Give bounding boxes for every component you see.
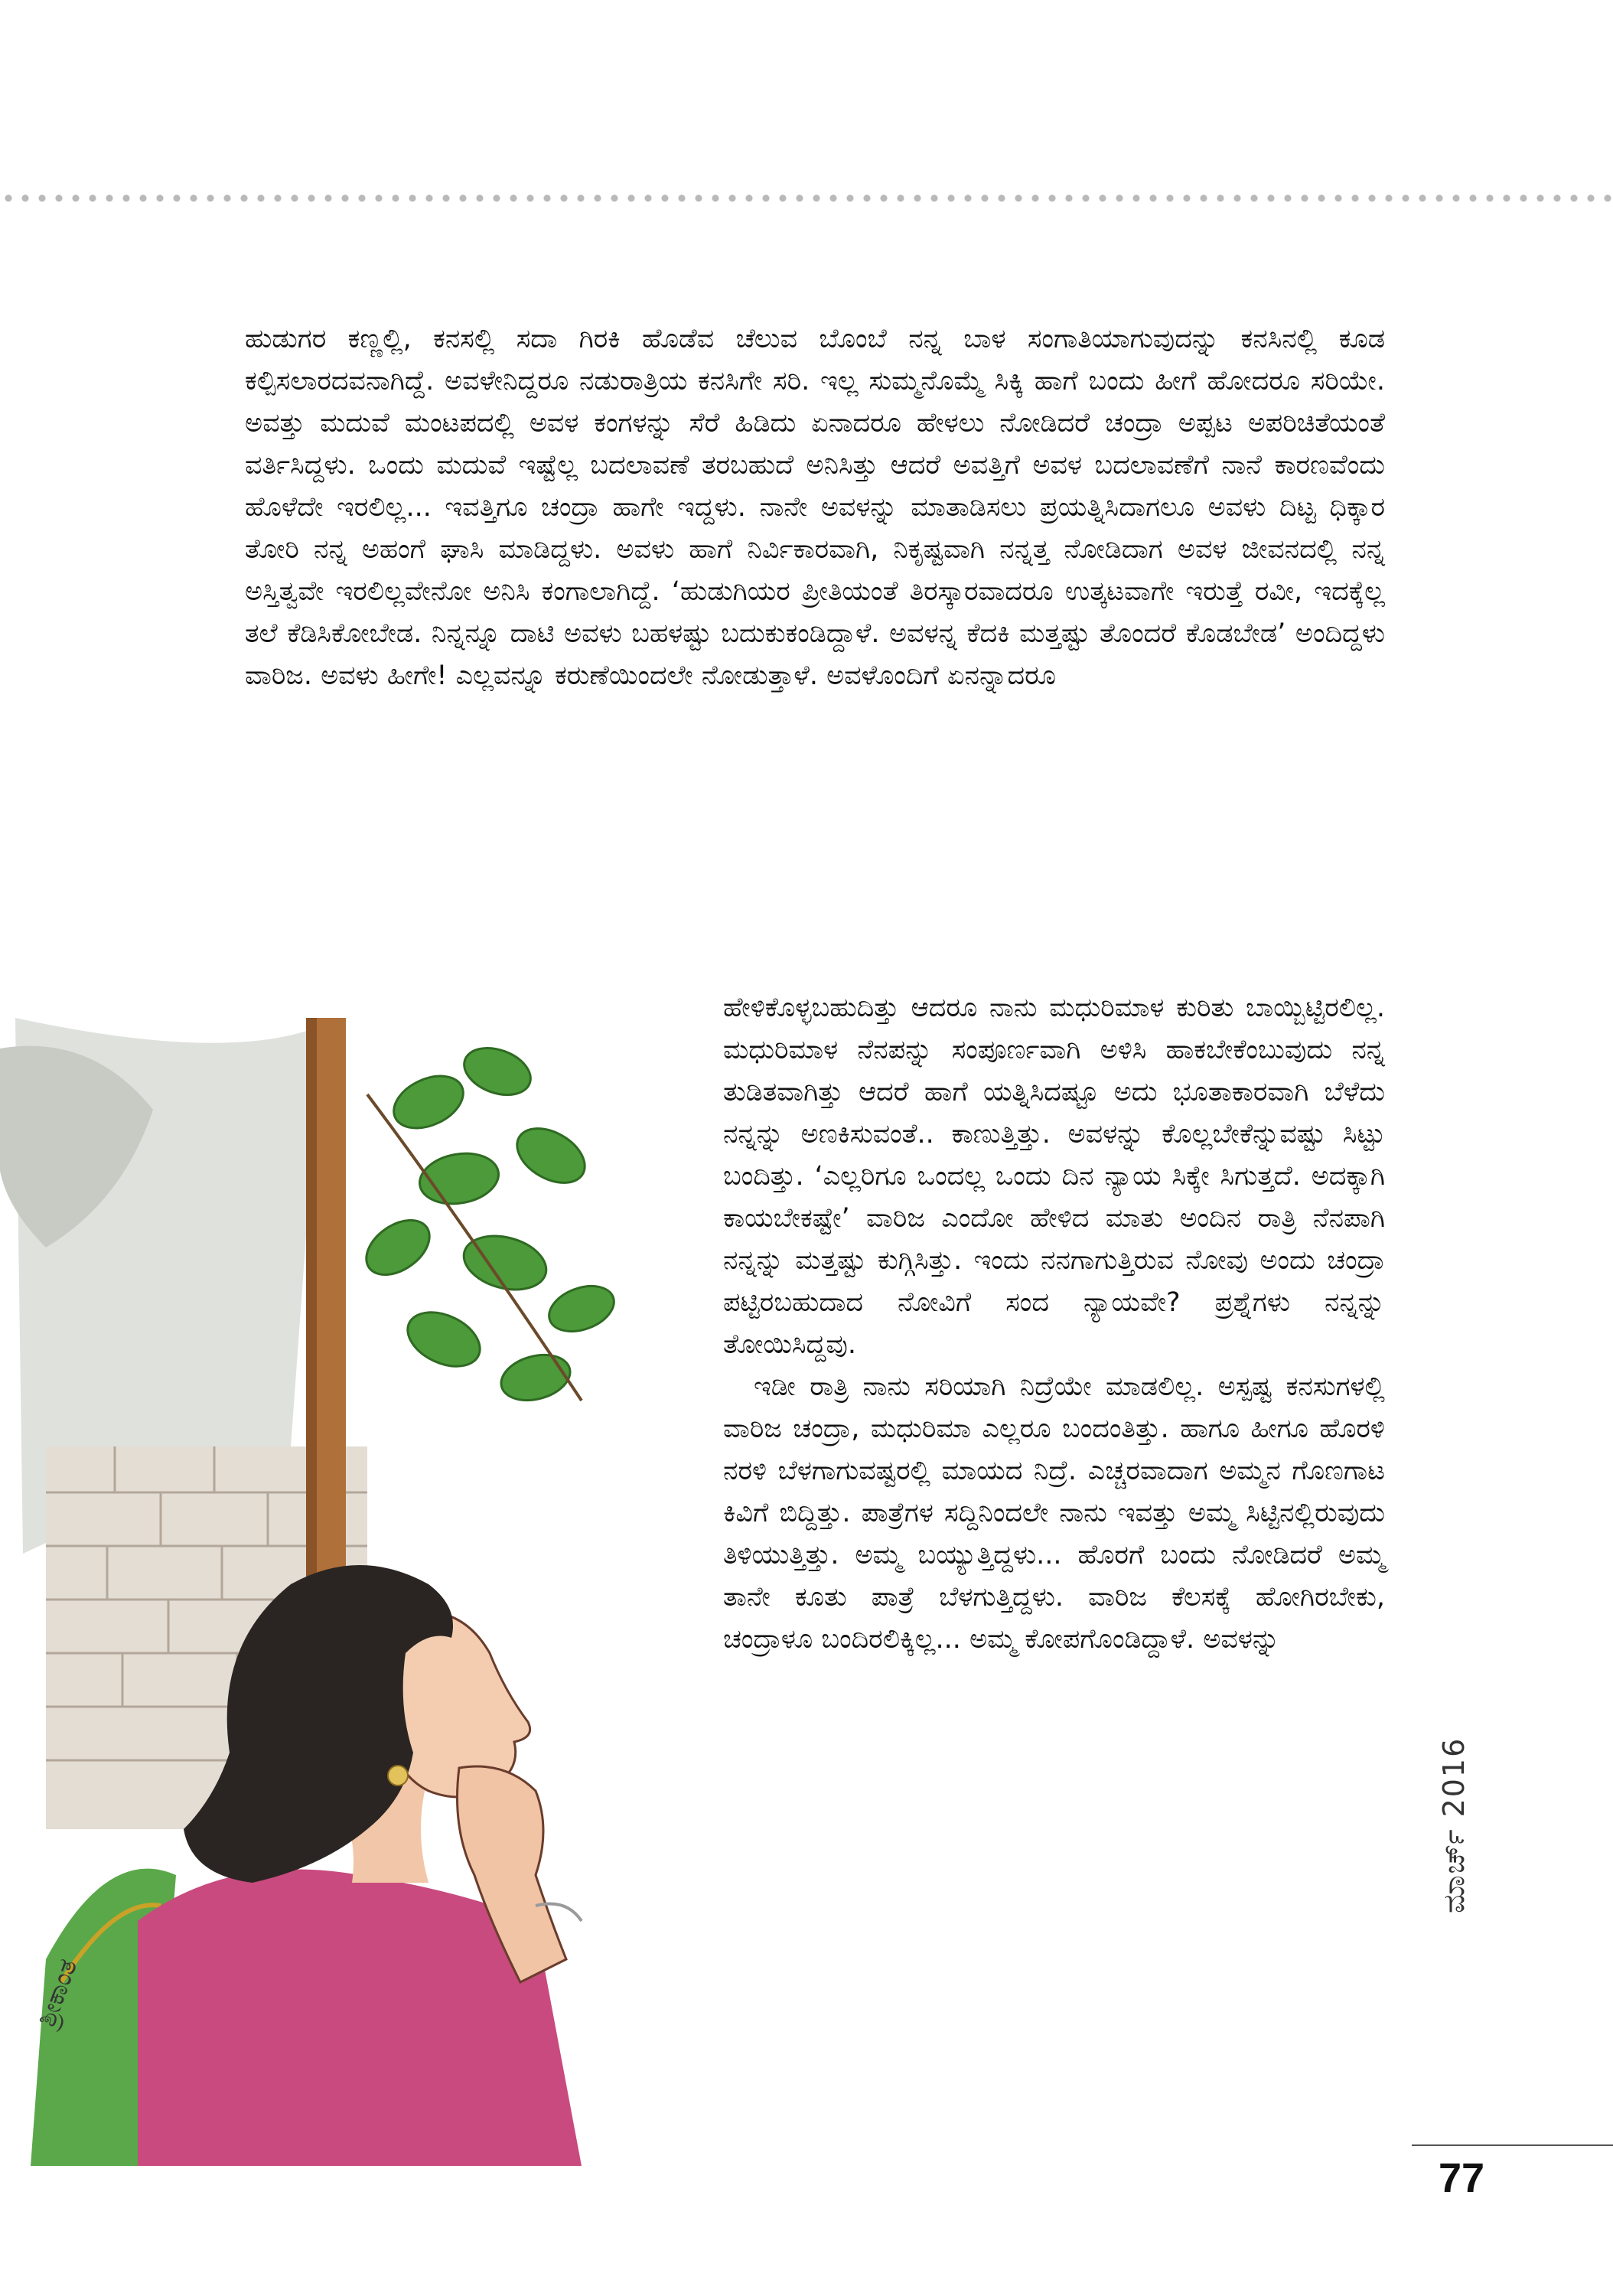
dotted-divider: [0, 193, 1613, 204]
paragraph: ಹೇಳಿಕೊಳ್ಳಬಹುದಿತ್ತು ಆದರೂ ನಾನು ಮಧುರಿಮಾಳ ಕುರಿತು ಬಾಯ್ಬಿಟ್ಟಿರಲಿಲ್ಲ. ಮಧುರಿಮಾಳ ನೆನಪನ್ನು ಸಂಪೂರ್ಣವಾಗಿ ಅಳಿಸಿ ಹಾಕಬೇಕೆಂಬುವುದು ನನ್ನ ತುಡಿತವಾಗಿತ್ತು ಆದರೆ ಹಾಗೆ ಯತ್ನಿಸಿದಷ್ಟೂ ಅದು ಭೂತಾಕಾರವಾಗಿ ಬೆಳೆದು ನನ್ನನ್ನು ಅಣಕಿಸುವಂತೆ.. ಕಾಣುತ್ತಿತ್ತು. ಅವಳನ್ನು ಕೊಲ್ಲಬೇಕೆನ್ನುವಷ್ಟು ಸಿಟ್ಟು ಬಂದಿತ್ತು. ‘ಎಲ್ಲರಿಗೂ ಒಂದಲ್ಲ ಒಂದು ದಿನ ನ್ಯಾಯ ಸಿಕ್ಕೇ ಸಿಗುತ್ತದೆ. ಅದಕ್ಕಾಗಿ ಕಾಯಬೇಕಷ್ಟೇ’ ವಾರಿಜ ಎಂದೋ ಹೇಳಿದ ಮಾತು ಅಂದಿನ ರಾತ್ರಿ ನೆನಪಾಗಿ ನನ್ನನ್ನು ಮತ್ತಷ್ಟು ಕುಗ್ಗಿಸಿತ್ತು. ಇಂದು ನನಗಾಗುತ್ತಿರುವ ನೋವು ಅಂದು ಚಂದ್ರಾ ಪಟ್ಟಿರಬಹುದಾದ ನೋವಿಗೆ ಸಂದ ನ್ಯಾಯವೇ? ಪ್ರಶ್ನೆಗಳು ನನ್ನನ್ನು ತೋಯಿಸಿದ್ದವು.: [723, 993, 1385, 1360]
issue-label: ಮಾರ್ಚ್ 2016: [1437, 1737, 1471, 1913]
paragraph: ಇಡೀ ರಾತ್ರಿ ನಾನು ಸರಿಯಾಗಿ ನಿದ್ರೆಯೇ ಮಾಡಲಿಲ್ಲ. ಅಸ್ಪಷ್ಟ ಕನಸುಗಳಲ್ಲಿ ವಾರಿಜ ಚಂದ್ರಾ, ಮಧುರಿಮಾ ಎಲ್ಲರೂ ಬಂದಂತಿತ್ತು. ಹಾಗೂ ಹೀಗೂ ಹೊರಳಿ ನರಳಿ ಬೆಳಗಾಗುವಷ್ಟರಲ್ಲಿ ಮಾಯದ ನಿದ್ರೆ. ಎಚ್ಚರವಾದಾಗ ಅಮ್ಮನ ಗೊಣಗಾಟ ಕಿವಿಗೆ ಬಿದ್ದಿತ್ತು. ಪಾತ್ರೆಗಳ ಸದ್ದಿನಿಂದಲೇ ನಾನು ಇವತ್ತು ಅಮ್ಮ ಸಿಟ್ಟಿನಲ್ಲಿರುವುದು ತಿಳಿಯುತ್ತಿತ್ತು. ಅಮ್ಮ ಬಯ್ಯುತ್ತಿದ್ದಳು... ಹೊರಗೆ ಬಂದು ನೋಡಿದರೆ ಅಮ್ಮ ತಾನೇ ಕೂತು ಪಾತ್ರೆ ಬೆಳಗುತ್ತಿದ್ದಳು. ವಾರಿಜ ಕೆಲಸಕ್ಕೆ ಹೋಗಿರಬೇಕು, ಚಂದ್ರಾಳೂ ಬಂದಿರಲಿಕ್ಕಿಲ್ಲ... ಅಮ್ಮ ಕೋಪಗೊಂಡಿದ್ದಾಳೆ. ಅವಳನ್ನು: [723, 1371, 1385, 1655]
article-top-text: [245, 318, 1385, 697]
paragraph: ಹುಡುಗರ ಕಣ್ಣಲ್ಲಿ, ಕನಸಲ್ಲಿ ಸದಾ ಗಿರಕಿ ಹೊಡೆವ ಚೆಲುವ ಬೊಂಬೆ ನನ್ನ ಬಾಳ ಸಂಗಾತಿಯಾಗುವುದನ್ನು ಕನಸಿನಲ್ಲಿ ಕೂಡ ಕಲ್ಪಿಸಲಾರದವನಾಗಿದ್ದೆ. ಅವಳೇನಿದ್ದರೂ ನಡುರಾತ್ರಿಯ ಕನಸಿಗೇ ಸರಿ. ಇಲ್ಲ ಸುಮ್ಮನೊಮ್ಮೆ ಸಿಕ್ಕಿ ಹಾಗೆ ಬಂದು ಹೀಗೆ ಹೋದರೂ ಸರಿಯೇ. ಅವತ್ತು ಮದುವೆ ಮಂಟಪದಲ್ಲಿ ಅವಳ ಕಂಗಳನ್ನು ಸೆರೆ ಹಿಡಿದು ಏನಾದರೂ ಹೇಳಲು ನೋಡಿದರೆ ಚಂದ್ರಾ ಅಪ್ಪಟ ಅಪರಿಚಿತೆಯಂತೆ ವರ್ತಿಸಿದ್ದಳು. ಒಂದು ಮದುವೆ ಇಷ್ಟೆಲ್ಲ ಬದಲಾವಣೆ ತರಬಹುದೆ ಅನಿಸಿತ್ತು ಆದರೆ ಅವತ್ತಿಗೆ ಅವಳ ಬದಲಾವಣೆಗೆ ನಾನೆ ಕಾರಣವೆಂದು ಹೊಳೆದೇ ಇರಲಿಲ್ಲ... ಇವತ್ತಿಗೂ ಚಂದ್ರಾ ಹಾಗೇ ಇದ್ದಳು. ನಾನೇ ಅವಳನ್ನು ಮಾತಾಡಿಸಲು ಪ್ರಯತ್ನಿಸಿದಾಗಲೂ ಅವಳು ದಿಟ್ಟ ಧಿಕ್ಕಾರ ತೋರಿ ನನ್ನ ಅಹಂಗೆ ಘಾಸಿ ಮಾಡಿದ್ದಳು. ಅವಳು ಹಾಗೆ ನಿರ್ವಿಕಾರವಾಗಿ, ನಿಕೃಷ್ಟವಾಗಿ ನನ್ನತ್ತ ನೋಡಿದಾಗ ಅವಳ ಜೀವನದಲ್ಲಿ ನನ್ನ ಅಸ್ತಿತ್ವವೇ ಇರಲಿಲ್ಲವೇನೋ ಅನಿಸಿ ಕಂಗಾಲಾಗಿದ್ದೆ. ‘ಹುಡುಗಿಯರ ಪ್ರೀತಿಯಂತೆ ತಿರಸ್ಕಾರವಾದರೂ ಉತ್ಕಟವಾಗೇ ಇರುತ್ತೆ ರವೀ, ಇದಕ್ಕೆಲ್ಲ ತಲೆ ಕೆಡಿಸಿಕೋಬೇಡ. ನಿನ್ನನ್ನೂ ದಾಟಿ ಅವಳು ಬಹಳಷ್ಟು ಬದುಕುಕಂಡಿದ್ದಾಳೆ. ಅವಳನ್ನ ಕೆದಕಿ ಮತ್ತಷ್ಟು ತೊಂದರೆ ಕೊಡಬೇಡ’ ಅಂದಿದ್ದಳು ವಾರಿಜ. ಅವಳು ಹೀಗೇ! ಎಲ್ಲವನ್ನೂ ಕರುಣೆಯಿಂದಲೇ ನೋಡುತ್ತಾಳೆ. ಅವಳೊಂದಿಗೆ ಏನನ್ನಾದರೂ: [245, 324, 1385, 691]
article-side-text: [723, 987, 1385, 1661]
woman-illustration: [0, 1018, 689, 2166]
page-number: 77: [1439, 2155, 1485, 2201]
artist-signature: ಶ್ರೀಕಾಂತ: [31, 1955, 84, 2031]
page-number-rule: [1412, 2144, 1613, 2146]
